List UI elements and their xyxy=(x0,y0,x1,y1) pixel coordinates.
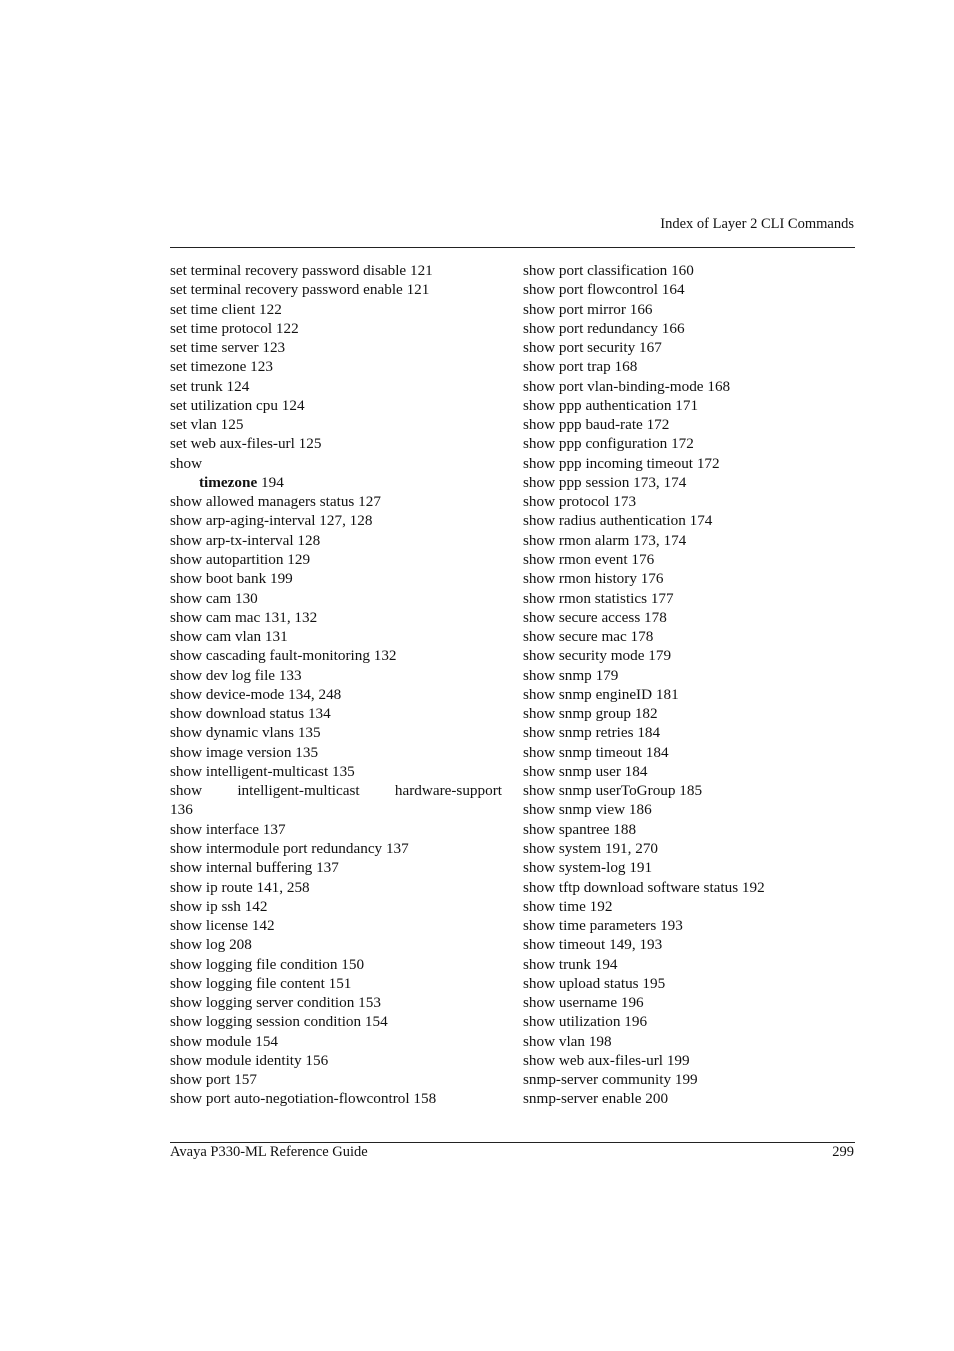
index-pages: 123 xyxy=(250,358,273,376)
index-pages: 134, 248 xyxy=(288,685,342,703)
running-header-title: Index of Layer 2 CLI Commands xyxy=(660,216,854,232)
index-pages: 178 xyxy=(630,628,654,646)
index-entry xyxy=(170,1070,502,1089)
index-term: show logging server condition xyxy=(170,994,355,1012)
index-pages: 122 xyxy=(259,300,282,318)
index-pages: 172 xyxy=(671,435,694,453)
index-entry xyxy=(170,1089,502,1108)
index-pages: 179 xyxy=(595,666,619,684)
index-pages: 191 xyxy=(629,859,653,877)
index-pages: 192 xyxy=(589,897,613,915)
index-term: show snmp retries xyxy=(523,724,634,742)
index-entry xyxy=(523,800,855,819)
index-term: show time parameters xyxy=(523,917,657,935)
index-term: show xyxy=(170,454,203,472)
index-pages: 184 xyxy=(624,762,648,780)
index-pages: 121 xyxy=(406,281,430,299)
index-entry xyxy=(170,993,502,1012)
index-pages: 127 xyxy=(358,493,381,511)
index-pages: 193 xyxy=(660,917,683,935)
index-entry xyxy=(523,781,855,800)
index-pages: 127, 128 xyxy=(319,512,373,530)
index-pages: 176 xyxy=(631,550,655,568)
index-term: set vlan xyxy=(170,416,217,434)
index-term: set web aux-files-url xyxy=(170,435,295,453)
index-pages: 158 xyxy=(413,1090,437,1108)
index-term: show ppp baud-rate xyxy=(523,416,643,434)
index-pages: 179 xyxy=(648,647,672,665)
index-entry-wrapped-term xyxy=(170,781,502,800)
index-term: show system-log xyxy=(523,859,626,877)
index-entry xyxy=(170,646,502,665)
index-entry xyxy=(523,415,855,434)
index-pages: 131, 132 xyxy=(264,608,318,626)
index-pages: 178 xyxy=(644,608,667,626)
index-term: show tftp download software status xyxy=(523,878,739,896)
index-pages: 122 xyxy=(275,319,299,337)
index-entry xyxy=(170,704,502,723)
index-entry xyxy=(523,685,855,704)
index-pages: 150 xyxy=(341,955,365,973)
index-entry xyxy=(523,723,855,742)
index-term: show port security xyxy=(523,339,636,357)
index-entry xyxy=(523,743,855,762)
index-term: show ip ssh xyxy=(170,897,241,915)
index-term: show trunk xyxy=(523,955,591,973)
index-term: show protocol xyxy=(523,493,610,511)
index-entry xyxy=(523,1070,855,1089)
index-pages: 172 xyxy=(646,416,670,434)
index-term: show module xyxy=(170,1032,252,1050)
index-term: timezone xyxy=(199,473,258,491)
index-entry xyxy=(523,319,855,338)
index-term: snmp-server enable xyxy=(523,1090,642,1108)
index-entry xyxy=(170,454,502,473)
index-pages: 194 xyxy=(594,955,618,973)
index-term: show arp-aging-interval xyxy=(170,512,316,530)
index-entry xyxy=(523,434,855,453)
index-term: show secure mac xyxy=(523,628,627,646)
index-entry xyxy=(523,550,855,569)
index-pages: 191, 270 xyxy=(604,839,659,857)
index-term: set timezone xyxy=(170,358,247,376)
index-entry xyxy=(523,820,855,839)
index-entry xyxy=(523,627,855,646)
index-entry xyxy=(523,993,855,1012)
index-pages: 173, 174 xyxy=(633,473,687,491)
index-pages: 181 xyxy=(655,685,679,703)
index-entry xyxy=(170,897,502,916)
index-entry xyxy=(170,319,502,338)
index-pages: 137 xyxy=(385,839,409,857)
index-entry xyxy=(170,858,502,877)
index-pages: 151 xyxy=(328,974,352,992)
index-term: show rmon statistics xyxy=(523,589,648,607)
index-term: show snmp userToGroup xyxy=(523,782,676,800)
index-term-word: hardware-support xyxy=(394,782,502,800)
index-entry xyxy=(523,608,855,627)
index-entry xyxy=(523,338,855,357)
index-pages: 167 xyxy=(639,339,662,357)
index-term: show system xyxy=(523,839,602,857)
index-term: show port classification xyxy=(523,262,668,279)
index-term: show vlan xyxy=(523,1032,586,1050)
index-pages: 174 xyxy=(689,512,713,530)
index-entry xyxy=(523,704,855,723)
index-entry xyxy=(170,608,502,627)
index-term: show username xyxy=(523,994,618,1012)
index-term: show web aux-files-url xyxy=(523,1051,664,1069)
index-entry xyxy=(523,1032,855,1051)
index-entry xyxy=(523,1012,855,1031)
index-term: set terminal recovery password enable xyxy=(170,281,403,299)
index-entry xyxy=(523,1051,855,1070)
index-entry xyxy=(170,569,502,588)
index-term: show time xyxy=(523,897,586,915)
index-term: show dynamic vlans xyxy=(170,724,295,742)
index-pages: 176 xyxy=(640,570,664,588)
index-entry xyxy=(170,261,502,280)
index-entry xyxy=(170,589,502,608)
index-term: show image version xyxy=(170,743,292,761)
index-term: show snmp xyxy=(523,666,592,684)
index-term: show device-mode xyxy=(170,685,285,703)
index-pages: 192 xyxy=(741,878,765,896)
index-pages: 196 xyxy=(624,1013,648,1031)
index-pages: 136 xyxy=(170,801,193,819)
index-pages: 121 xyxy=(409,262,433,279)
index-term: show internal buffering xyxy=(170,859,313,877)
index-pages: 184 xyxy=(645,743,669,761)
index-entry xyxy=(170,511,502,530)
index-term: set terminal recovery password disable xyxy=(170,262,407,279)
index-term: show rmon event xyxy=(523,550,628,568)
index-pages: 199 xyxy=(269,570,293,588)
index-term: show download status xyxy=(170,705,305,723)
index-term: show rmon history xyxy=(523,570,637,588)
index-pages: 195 xyxy=(642,974,666,992)
index-term: show rmon alarm xyxy=(523,531,630,549)
index-entry xyxy=(170,492,502,511)
index-term: set time protocol xyxy=(170,319,273,337)
index-term: show ppp configuration xyxy=(523,435,668,453)
index-term: show port flowcontrol xyxy=(523,281,658,299)
index-term: show port mirror xyxy=(523,300,626,318)
index-pages: 208 xyxy=(229,936,252,954)
index-entry xyxy=(170,357,502,376)
index-term: show secure access xyxy=(523,608,641,626)
page-number: 299 xyxy=(832,1144,854,1160)
index-term: show timeout xyxy=(523,936,606,954)
index-entry xyxy=(170,300,502,319)
index-term: show upload status xyxy=(523,974,639,992)
index-term: show intermodule port redundancy xyxy=(170,839,383,857)
index-entry-wrapped-pages xyxy=(170,800,502,819)
index-entry xyxy=(170,377,502,396)
index-pages: 199 xyxy=(674,1071,698,1089)
index-entry xyxy=(523,473,855,492)
index-pages: 173 xyxy=(613,493,637,511)
index-term: show autopartition xyxy=(170,550,284,568)
index-pages: 124 xyxy=(226,377,250,395)
index-term: show ppp incoming timeout xyxy=(523,454,694,472)
index-pages: 160 xyxy=(671,262,694,279)
index-pages: 186 xyxy=(628,801,652,819)
index-entry xyxy=(523,839,855,858)
index-term: show module identity xyxy=(170,1051,302,1069)
index-pages: 130 xyxy=(234,589,258,607)
index-term: show allowed managers status xyxy=(170,493,355,511)
index-entry xyxy=(523,300,855,319)
index-entry xyxy=(523,935,855,954)
index-entry xyxy=(523,511,855,530)
index-entry xyxy=(170,935,502,954)
index-pages: 141, 258 xyxy=(256,878,310,896)
index-entry xyxy=(523,974,855,993)
index-term: show arp-tx-interval xyxy=(170,531,294,549)
index-term: show ppp session xyxy=(523,473,630,491)
index-pages: 166 xyxy=(661,319,685,337)
index-entry xyxy=(170,743,502,762)
index-entry xyxy=(170,1032,502,1051)
index-term: set time server xyxy=(170,339,259,357)
index-pages: 177 xyxy=(650,589,674,607)
index-term: show snmp group xyxy=(523,705,632,723)
index-pages: 123 xyxy=(262,339,286,357)
index-pages: 172 xyxy=(696,454,720,472)
index-term: show intelligent-multicast xyxy=(170,762,329,780)
index-pages: 168 xyxy=(707,377,731,395)
index-entry xyxy=(170,878,502,897)
index-term: show ip route xyxy=(170,878,253,896)
index-entry xyxy=(523,454,855,473)
index-pages: 185 xyxy=(679,782,703,800)
index-entry xyxy=(170,955,502,974)
index-term: show snmp view xyxy=(523,801,626,819)
index-pages: 142 xyxy=(251,917,275,935)
index-entry xyxy=(523,878,855,897)
index-entry xyxy=(523,396,855,415)
index-entry xyxy=(170,280,502,299)
index-pages: 188 xyxy=(613,820,637,838)
index-term: show radius authentication xyxy=(523,512,686,530)
index-term: snmp-server community xyxy=(523,1071,672,1089)
index-entry xyxy=(170,1051,502,1070)
index-term: show boot bank xyxy=(170,570,267,588)
index-entry xyxy=(170,685,502,704)
index-pages: 171 xyxy=(675,396,699,414)
index-pages: 154 xyxy=(364,1013,388,1031)
index-term: show cam vlan xyxy=(170,628,262,646)
index-term: show spantree xyxy=(523,820,610,838)
index-entry xyxy=(170,434,502,453)
index-subentry xyxy=(170,473,502,492)
index-entry xyxy=(170,396,502,415)
index-entry xyxy=(170,627,502,646)
index-pages: 125 xyxy=(220,416,244,434)
index-term: show snmp user xyxy=(523,762,621,780)
index-term: show utilization xyxy=(523,1013,621,1031)
index-pages: 137 xyxy=(316,859,339,877)
index-pages: 137 xyxy=(262,820,286,838)
index-term: show snmp engineID xyxy=(523,685,653,703)
index-term: show cam mac xyxy=(170,608,261,626)
index-entry xyxy=(523,916,855,935)
index-term: set utilization cpu xyxy=(170,396,278,414)
index-pages: 133 xyxy=(278,666,302,684)
index-entry xyxy=(170,762,502,781)
index-pages: 157 xyxy=(234,1071,257,1089)
index-pages: 135 xyxy=(295,743,319,761)
index-pages: 129 xyxy=(287,550,311,568)
index-entry xyxy=(170,531,502,550)
index-entry xyxy=(170,415,502,434)
index-term: show logging session condition xyxy=(170,1013,362,1031)
index-entry xyxy=(523,666,855,685)
index-term: show port redundancy xyxy=(523,319,658,337)
index-entry xyxy=(523,858,855,877)
index-entry xyxy=(523,377,855,396)
index-entry xyxy=(170,666,502,685)
index-entry xyxy=(523,280,855,299)
index-pages: 135 xyxy=(331,762,355,780)
index-term: show dev log file xyxy=(170,666,276,684)
index-pages: 125 xyxy=(298,435,322,453)
index-column-right xyxy=(523,261,855,1109)
index-pages: 131 xyxy=(264,628,288,646)
footer-rule xyxy=(170,1142,855,1143)
index-term: show port auto-negotiation-flowcontrol xyxy=(170,1090,410,1108)
index-pages: 142 xyxy=(244,897,268,915)
index-entry xyxy=(523,1089,855,1108)
index-pages: 135 xyxy=(297,724,321,742)
index-pages: 156 xyxy=(305,1051,329,1069)
index-pages: 153 xyxy=(358,994,381,1012)
index-pages: 132 xyxy=(373,647,397,665)
index-pages: 154 xyxy=(255,1032,278,1050)
index-entry xyxy=(170,974,502,993)
index-pages: 173, 174 xyxy=(633,531,687,549)
header-rule xyxy=(170,247,855,248)
index-pages: 168 xyxy=(614,358,638,376)
index-entry xyxy=(523,589,855,608)
index-entry xyxy=(523,357,855,376)
index-pages: 164 xyxy=(661,281,685,299)
index-pages: 149, 193 xyxy=(609,936,663,954)
index-pages: 200 xyxy=(645,1090,669,1108)
index-pages: 124 xyxy=(281,396,305,414)
index-pages: 199 xyxy=(666,1051,690,1069)
index-term: show logging file condition xyxy=(170,955,338,973)
index-term: show cascading fault-monitoring xyxy=(170,647,370,665)
index-entry xyxy=(170,1012,502,1031)
index-term: show ppp authentication xyxy=(523,396,672,414)
index-entry xyxy=(523,261,855,280)
index-entry xyxy=(523,531,855,550)
index-term: show port trap xyxy=(523,358,611,376)
index-term: show port vlan-binding-mode xyxy=(523,377,704,395)
index-term: show cam xyxy=(170,589,232,607)
index-entry xyxy=(170,820,502,839)
index-entry xyxy=(170,916,502,935)
index-entry xyxy=(523,569,855,588)
index-term-word: show xyxy=(170,782,203,800)
index-entry xyxy=(170,723,502,742)
index-entry xyxy=(170,839,502,858)
index-pages: 194 xyxy=(261,473,284,491)
index-entry xyxy=(170,338,502,357)
index-entry xyxy=(523,492,855,511)
index-term: show license xyxy=(170,917,249,935)
index-pages: 198 xyxy=(588,1032,612,1050)
index-entry xyxy=(523,762,855,781)
index-entry xyxy=(523,646,855,665)
index-entry xyxy=(523,897,855,916)
index-pages: 184 xyxy=(637,724,661,742)
index-term: show security mode xyxy=(523,647,645,665)
index-term-word: intelligent-multicast xyxy=(237,782,360,800)
index-entry xyxy=(170,550,502,569)
index-term: show logging file content xyxy=(170,974,325,992)
index-entry xyxy=(523,955,855,974)
index-term: show snmp timeout xyxy=(523,743,642,761)
index-pages: 196 xyxy=(620,994,644,1012)
index-column-left xyxy=(170,261,502,1109)
index-pages: 182 xyxy=(634,705,658,723)
index-term: show interface xyxy=(170,820,259,838)
index-pages: 166 xyxy=(629,300,653,318)
index-term: set trunk xyxy=(170,377,223,395)
index-term: set time client xyxy=(170,300,256,318)
footer-document-title: Avaya P330-ML Reference Guide xyxy=(170,1144,368,1160)
index-term: show port xyxy=(170,1071,231,1089)
index-pages: 128 xyxy=(297,531,321,549)
index-pages: 134 xyxy=(307,705,331,723)
index-term: show log xyxy=(170,936,226,954)
